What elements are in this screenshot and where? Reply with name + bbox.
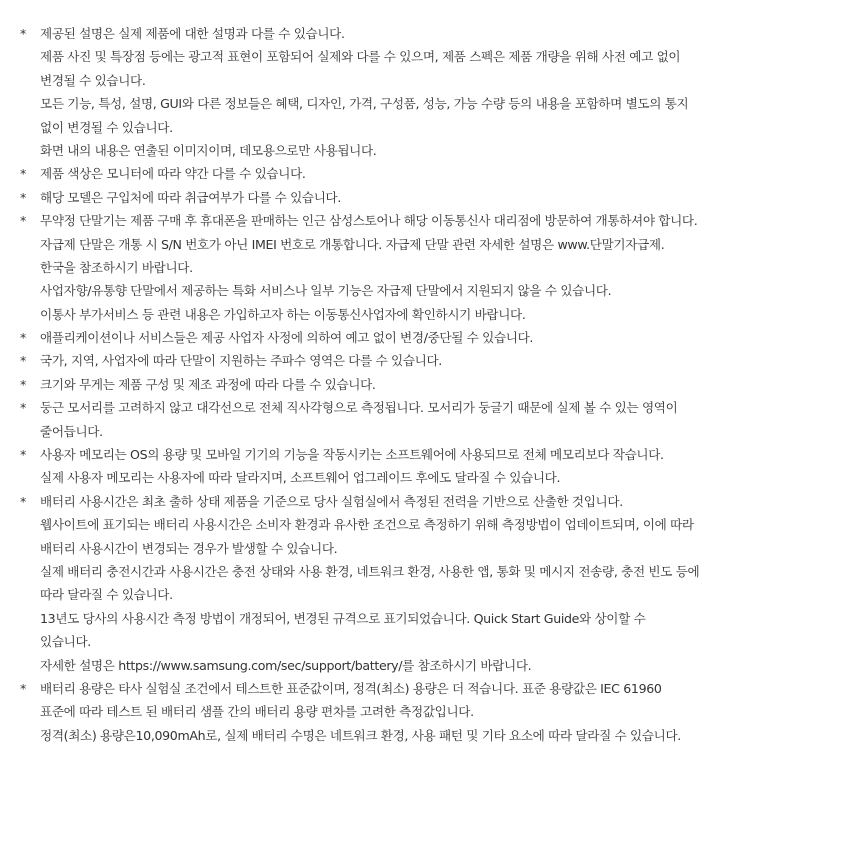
disclaimer-continuation-line [20,69,840,92]
disclaimer-bullet-line [20,396,840,419]
disclaimer-bullet-line [20,326,840,349]
bullet-marker: * [20,376,26,392]
bullet-marker: * [20,447,26,463]
disclaimer-continuation-line [20,116,840,139]
bullet-marker: * [20,330,26,346]
disclaimer-continuation-line [20,537,840,560]
disclaimer-text: 제품 색상은 모니터에 따라 약간 다를 수 있습니다. [40,166,306,182]
disclaimer-text: 둥근 모서리를 고려하지 않고 대각선으로 전체 직사각형으로 측정됩니다. 모서리가 둥글기 때문에 실제 볼 수 있는 영역이 [40,400,678,416]
bullet-marker: * [20,166,26,182]
disclaimer-continuation-line [20,724,840,747]
bullet-marker: * [20,680,26,696]
disclaimer-text: 표준에 따라 테스트 된 배터리 샘플 간의 배터리 용량 편차를 고려한 측정값입니다. [40,704,474,720]
disclaimer-continuation-line [20,630,840,653]
disclaimer-text: 이통사 부가서비스 등 관련 내용은 가입하고자 하는 이동통신사업자에 확인하시기 바랍니다. [40,306,526,322]
disclaimer-continuation-line [20,92,840,115]
disclaimer-text: 사용자 메모리는 OS의 용량 및 모바일 기기의 기능을 작동시키는 소프트웨어에 사용되므로 전체 메모리보다 작습니다. [40,447,664,463]
bullet-marker: * [20,26,26,41]
disclaimer-bullet-line [20,349,840,372]
bullet-marker: * [20,213,26,229]
disclaimer-continuation-line [20,513,840,536]
disclaimer-continuation-line [20,279,840,302]
disclaimer-continuation-line [20,420,840,443]
disclaimer-bullet-line [20,209,840,232]
disclaimer-text: 국가, 지역, 사업자에 따라 단말이 지원하는 주파수 영역은 다를 수 있습니다. [40,353,442,369]
disclaimer-text: 웹사이트에 표기되는 배터리 사용시간은 소비자 환경과 유사한 조건으로 측정하기 위해 측정방법이 업데이트되며, 이에 따라 [40,517,694,533]
disclaimer-text: 크기와 무게는 제품 구성 및 제조 과정에 따라 다를 수 있습니다. [40,376,376,392]
disclaimer-bullet-line [20,22,840,45]
disclaimer-bullet-line [20,373,840,396]
disclaimer-text: 자급제 단말은 개통 시 S/N 번호가 아닌 IMEI 번호로 개통합니다. 자급제 단말 관련 자세한 설명은 www.단말기자급제. [40,236,665,252]
disclaimer-text: 애플리케이션이나 서비스들은 제공 사업자 사정에 의하여 예고 없이 변경/중단될 수 있습니다. [40,330,534,346]
disclaimer-continuation-line [20,256,840,279]
disclaimer-text: 배터리 사용시간이 변경되는 경우가 발생할 수 있습니다. [40,540,338,556]
bullet-marker: * [20,493,26,509]
disclaimer-text: 배터리 사용시간은 최초 출하 상태 제품을 기준으로 당사 실험실에서 측정된 전력을 기반으로 산출한 것입니다. [40,493,623,509]
disclaimer-bullet-line [20,186,840,209]
disclaimer-bullet-line [20,443,840,466]
disclaimer-continuation-line [20,139,840,162]
disclaimer-text: 제공된 설명은 실제 제품에 대한 설명과 다를 수 있습니다. [40,26,345,41]
disclaimer-text: 줄어듭니다. [40,423,103,439]
disclaimer-text: 한국을 참조하시기 바랍니다. [40,259,193,275]
disclaimer-text: 없이 변경될 수 있습니다. [40,119,173,135]
disclaimer-text: 13년도 당사의 사용시간 측정 방법이 개정되어, 변경된 규격으로 표기되었습니다. Quick Start Guide와 상이할 수 [40,610,646,626]
disclaimer-continuation-line [20,466,840,489]
disclaimer-continuation-line [20,560,840,583]
disclaimer-continuation-line [20,607,840,630]
disclaimer-text: 사업자향/유통향 단말에서 제공하는 특화 서비스나 일부 기능은 자급제 단말에서 지원되지 않을 수 있습니다. [40,283,612,299]
disclaimer-continuation-line [20,700,840,723]
disclaimer-text: 따라 달라질 수 있습니다. [40,587,173,603]
disclaimer-text: 변경될 수 있습니다. [40,72,146,88]
disclaimer-bullet-line [20,490,840,513]
disclaimer-text: 실제 배터리 충전시간과 사용시간은 충전 상태와 사용 환경, 네트워크 환경, 사용한 앱, 통화 및 메시지 전송량, 충전 빈도 등에 [40,563,700,579]
disclaimer-text: 화면 내의 내용은 연출된 이미지이며, 데모용으로만 사용됩니다. [40,142,377,158]
disclaimer-continuation-line [20,303,840,326]
disclaimer-continuation-line [20,583,840,606]
disclaimer-bullet-line [20,162,840,185]
bullet-marker: * [20,189,26,205]
disclaimer-continuation-line [20,654,840,677]
disclaimer-text: 실제 사용자 메모리는 사용자에 따라 달라지며, 소프트웨어 업그레이드 후에도 달라질 수 있습니다. [40,470,561,486]
disclaimer-text: 제품 사진 및 특장점 등에는 광고적 표현이 포함되어 실제와 다를 수 있으며, 제품 스펙은 제품 개량을 위해 사전 예고 없이 [40,49,681,65]
bullet-marker: * [20,400,26,416]
disclaimer-bullet-line [20,677,840,700]
disclaimer-text: 해당 모델은 구입처에 따라 취급여부가 다를 수 있습니다. [40,189,341,205]
disclaimer-text: 모든 기능, 특성, 설명, GUI와 다른 정보들은 혜택, 디자인, 가격, 구성품, 성능, 가능 수량 등의 내용을 포함하며 별도의 통지 [40,96,689,112]
disclaimer-text: 무약정 단말기는 제품 구매 후 휴대폰을 판매하는 인근 삼성스토어나 해당 이동통신사 대리점에 방문하여 개통하셔야 합니다. [40,213,698,229]
disclaimer-text: 자세한 설명은 https://www.samsung.com/sec/support/battery/를 참조하시기 바랍니다. [40,657,532,673]
disclaimer-continuation-line [20,233,840,256]
disclaimer-text: 정격(최소) 용량은10,090mAh로, 실제 배터리 수명은 네트워크 환경, 사용 패턴 및 기타 요소에 따라 달라질 수 있습니다. [40,727,681,743]
disclaimer-text: 있습니다. [40,634,91,650]
disclaimer-text: 배터리 용량은 타사 실험실 조건에서 테스트한 표준값이며, 정격(최소) 용량은 더 적습니다. 표준 용량값은 IEC 61960 [40,680,662,696]
disclaimer-continuation-line [20,45,840,68]
bullet-marker: * [20,353,26,369]
